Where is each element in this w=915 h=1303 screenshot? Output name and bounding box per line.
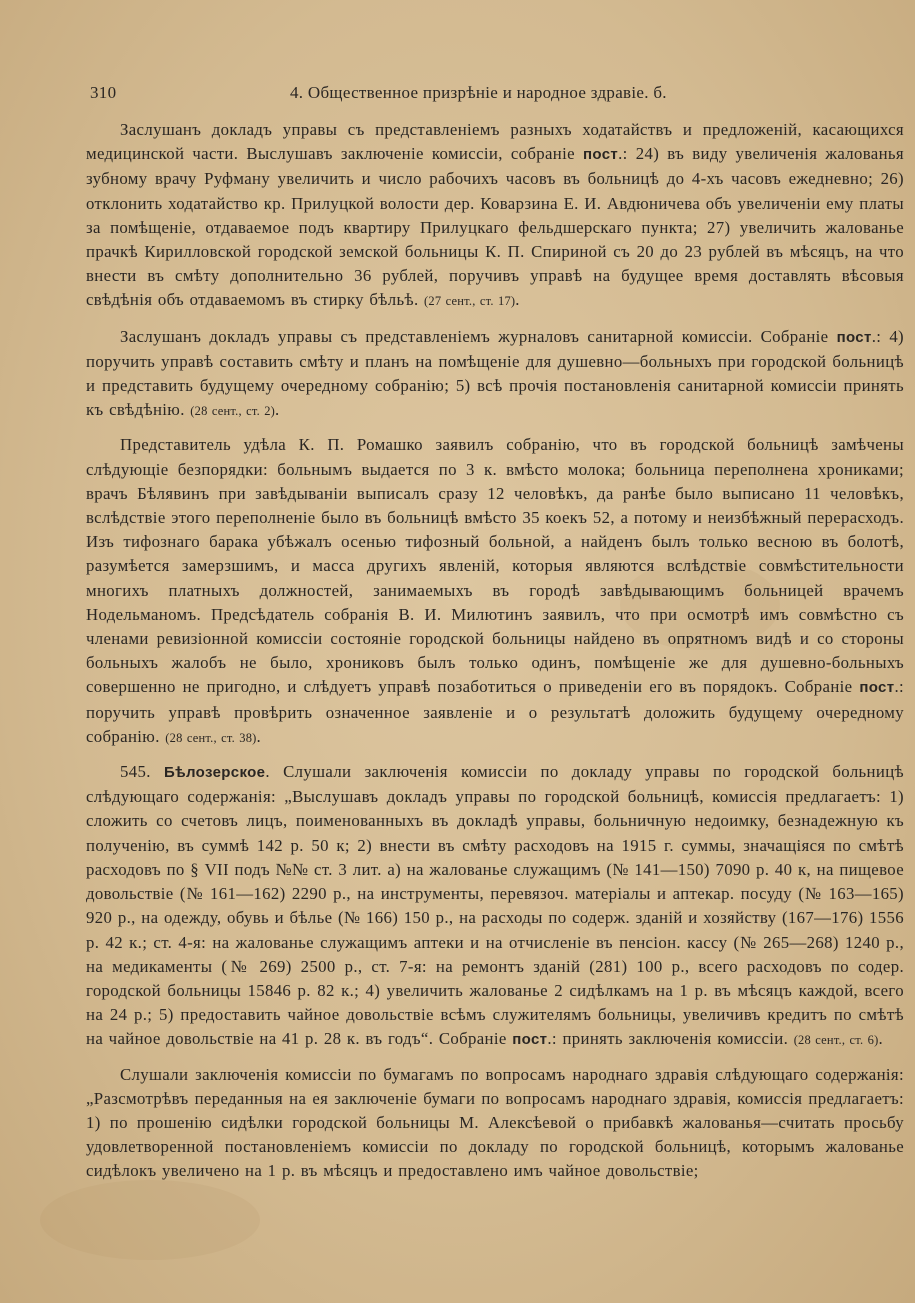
bold-term: пост: [836, 328, 872, 346]
citation-ref: (27 сент., ст. 17): [424, 294, 516, 309]
text-run: . Слушали заключенія комиссіи по докладу управы по городской больницѣ слѣдующаго содержанія: „Выслушавъ докладъ управы по городской больницѣ, комиссія предлагаетъ: 1) сложить со счетовъ лицъ, поименованныхъ въ докладѣ управы, больничную недоимку, безнадежную къ полученію, въ суммѣ 142 р. 50 к; 2) внести въ смѣту расходовъ на 1915 г. суммы, значащіяся по смѣтѣ расходовъ по § VII подъ №№ ст. 3 лит. а) на жалованье служащимъ (№ 141—150) 7090 р. 40 к, на пищевое довольствіе (№ 161—162) 2290 р., на инструменты, перевязоч. матеріалы и аптекар. посуду (№ 163—165) 920 р., на одежду, обувь и бѣлье (№ 166) 150 р., на расходы по содерж. зданій и хозяйству (167—176) 1556 р. 42 к.; ст. 4-я: на жалованье служащимъ аптеки и на отчисленіе въ пенсіон. кассу (№ 265—268) 1240 р., на медикаменты (№ 269) 2500 р., ст. 7-я: на ремонтъ зданій (281) 100 р., всего расходовъ по содер. городской больницы 15846 р. 82 к.; 4) увеличить жалованье 2 сидѣлкамъ на 1 р. въ мѣсяцъ каждой, всего на 24 р.; 5) предоставить чайное довольствіе всѣмъ служителямъ больницы, увеличивъ кредитъ по смѣтѣ на чайное довольствіе на 41 р. 28 к. въ годъ“. Собраніе: [86, 762, 905, 1049]
paragraph-p4: [86, 760, 904, 1052]
text-run: Слушали заключенія комиссіи по бумагамъ по вопросамъ народнаго здравія слѣдующаго содержанія: „Разсмотрѣвъ переданныя на ея заключеніе бумаги по вопросамъ народнаго здравія, комиссія предлагаетъ: 1) по прошенію сидѣлки городской больницы М. Алексѣевой о прибавкѣ жалованья—считать просьбу удовлетворенной постановленіемъ комиссіи по докладу по городской больницѣ, которымъ жалованье сидѣлокъ увеличено на 1 р. въ мѣсяцъ и предоставлено имъ чайное довольствіе;: [86, 1064, 904, 1181]
text-run: .: 24) въ виду увеличенія жалованья зубному врачу Руфману увеличить и число рабочихъ часовъ въ больницѣ до 4-хъ часовъ ежедневно; 26) отклонить ходатайство кр. Прилуцкой волости дер. Коварзина Е. И. Авдюничева объ увеличеніи ему платы за помѣщеніе, отдаваемое подъ квартиру Прилуцкаго фельдшерскаго пункта; 27) увеличить жалованье прачкѣ Кирилловской городской земской больницы К. П. Спириной съ 20 до 23 рублей въ мѣсяцъ, на что внести въ смѣту дополнительно 36 рублей, поручивъ управѣ на будущее время доставлять вѣсовыя свѣдѣнія объ отдаваемомъ въ стирку бѣльѣ.: [86, 144, 904, 310]
text-run: 545.: [120, 762, 164, 782]
paragraph-p3: [86, 433, 904, 750]
text-run: Заслушанъ докладъ управы съ представленіемъ журналовъ санитарной комиссіи. Собраніе: [120, 326, 837, 346]
bold-term: Бѣлозерское: [163, 764, 266, 782]
text-run: .: 4) поручить управѣ составить смѣту и планъ на помѣщеніе для душевно—больныхъ при городской больницѣ и представить будущему очередному собранію; 5) всѣ прочія постановленія санитарной комиссіи принять къ свѣдѣнію.: [86, 326, 904, 420]
paragraph-p1: [86, 118, 904, 314]
citation-ref: (28 сент., ст. 6): [793, 1033, 879, 1048]
citation-ref: (28 сент., ст. 38): [165, 730, 257, 745]
bold-term: пост: [512, 1031, 548, 1049]
citation-ref: (28 сент., ст. 2): [190, 404, 276, 419]
page-body: [86, 118, 904, 1194]
text-run: .: принять заключенія комиссіи.: [547, 1029, 794, 1049]
text-run: .: поручить управѣ провѣрить означенное заявленіе и о результатѣ доложить будущему очередному собранію.: [86, 677, 904, 746]
running-head: 4. Общественное призрѣніе и народное здравіе. б.: [290, 83, 667, 102]
text-run: .: [256, 726, 262, 746]
text-run: .: [275, 400, 280, 420]
paragraph-p5: [86, 1063, 904, 1184]
text-run: .: [515, 290, 520, 310]
paragraph-p2: [86, 325, 904, 424]
text-run: .: [878, 1029, 883, 1049]
page-number: 310: [90, 83, 117, 102]
text-run: Представитель удѣла К. П. Ромашко заявилъ собранію, что въ городской больницѣ замѣчены слѣдующіе безпорядки: больнымъ выдается по 3 к. вмѣсто молока; больница переполнена хрониками; врачъ Бѣлявинъ при завѣдываніи выписалъ сразу 12 человѣкъ, да ранѣе было выписано 11 человѣкъ, вслѣдствіе этого переполненіе было въ больницѣ вмѣсто 35 коекъ 52, а потому и неизбѣжный перерасходъ. Изъ тифознаго барака убѣжалъ осенью тифозный больной, а найденъ былъ только весною въ болотѣ, разумѣется замерзшимъ, и масса другихъ явленій, которыя являются вслѣдствіе совмѣстительности многихъ платныхъ должностей, занимаемыхъ въ городѣ завѣдывающимъ больницей врачемъ Нодельманомъ. Предсѣдатель собранія В. И. Милютинъ заявилъ, что при осмотрѣ имъ совмѣстно съ членами ревизіонной комиссіи состояніе городской больницы найдено въ опрятномъ видѣ и со стороны больныхъ жалобъ не было, хрониковъ былъ только одинъ, помѣщеніе же для душевно-больныхъ совершенно не пригодно, и слѣдуетъ управѣ позаботиться о приведеніи его въ порядокъ. Собраніе: [86, 435, 904, 697]
bold-term: пост: [583, 146, 619, 164]
text-run: Заслушанъ докладъ управы съ представленіемъ разныхъ ходатайствъ и предложеній, касающихся медицинской части. Выслушавъ заключеніе комиссіи, собраніе: [86, 120, 904, 164]
bold-term: пост: [859, 679, 895, 697]
